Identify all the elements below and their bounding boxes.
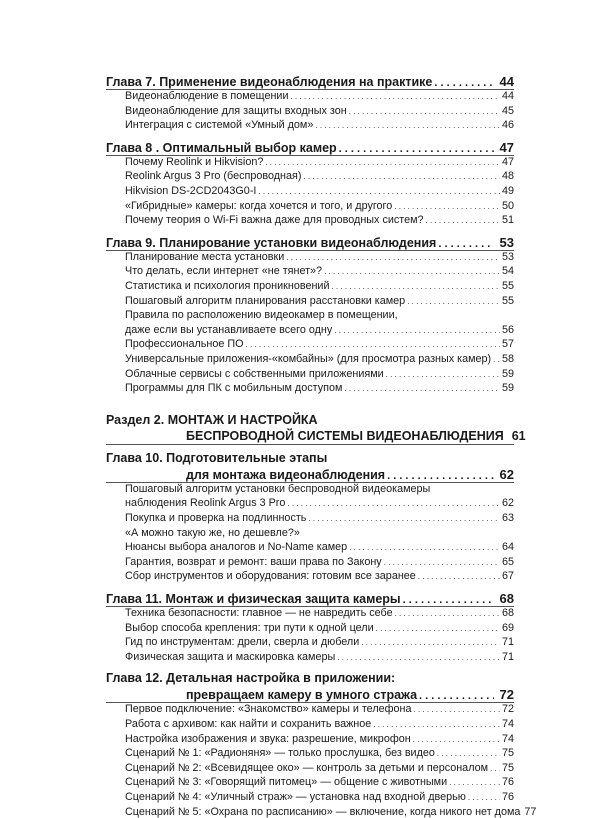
toc-entry bbox=[125, 382, 514, 394]
toc-entry bbox=[125, 90, 514, 102]
chapter-10-heading bbox=[186, 467, 514, 482]
toc-entry bbox=[125, 776, 514, 788]
toc-entry bbox=[125, 280, 514, 292]
entry-label: даже если вы устанавливаете всего одну bbox=[125, 323, 333, 336]
leader-dots bbox=[394, 202, 500, 211]
entry-label: Hikvision DS-2CD2043G0-I bbox=[125, 185, 257, 197]
toc-entry bbox=[125, 368, 514, 380]
entry-page: 71 bbox=[501, 636, 514, 649]
toc-entry bbox=[125, 214, 514, 226]
entry-label: Пошаговый алгоритм установки беспроводной видеокамеры bbox=[125, 482, 431, 495]
leader-dots bbox=[349, 543, 500, 552]
entry-label: Универсальные приложения-«комбайны» (для просмотра разных камер) bbox=[125, 353, 492, 365]
entry-label: Техника безопасности: главное — не навредить себе bbox=[125, 607, 393, 619]
entry-page: 51 bbox=[501, 214, 514, 227]
leader-dots bbox=[418, 572, 500, 581]
leader-dots bbox=[493, 355, 500, 364]
entry-label: Правила по расположению видеокамер в помещении, bbox=[125, 309, 398, 322]
leader-dots bbox=[403, 594, 494, 606]
entry-label: Планирование места установки bbox=[125, 250, 285, 263]
chapter-10-heading-line1 bbox=[106, 451, 514, 465]
chapter-title: Глава 7. Применение видеонаблюдения на практике bbox=[106, 75, 433, 89]
entry-page: 75 bbox=[501, 761, 514, 774]
entry-label: Сбор инструментов и оборудования: готовим все заранее bbox=[125, 570, 416, 583]
leader-dots bbox=[413, 735, 500, 744]
toc-entry bbox=[125, 570, 514, 582]
entry-page: 57 bbox=[501, 338, 514, 351]
toc-entry bbox=[125, 265, 514, 277]
leader-dots bbox=[308, 514, 500, 523]
leader-dots bbox=[434, 77, 493, 89]
leader-dots bbox=[490, 764, 500, 773]
entry-label: Программы для ПК с мобильным доступом bbox=[125, 382, 343, 395]
chapter-title: Глава 10. Подготовительные этапы bbox=[106, 450, 328, 465]
entry-page: 75 bbox=[501, 747, 514, 760]
entry-label: Видеонаблюдение в помещении bbox=[125, 90, 289, 102]
toc-entry bbox=[125, 497, 514, 509]
entry-page: 55 bbox=[501, 294, 514, 307]
entry-page: 76 bbox=[501, 776, 514, 789]
leader-dots bbox=[331, 282, 500, 291]
toc-entry bbox=[125, 747, 514, 759]
entry-page: 59 bbox=[501, 382, 514, 395]
chapter-title: Глава 9. Планирование установки видеонаблюдения bbox=[106, 235, 437, 250]
toc-entry bbox=[125, 170, 514, 182]
page-number: 62 bbox=[499, 466, 514, 482]
leader-dots bbox=[414, 705, 500, 714]
leader-dots bbox=[426, 216, 500, 225]
leader-dots bbox=[419, 690, 494, 702]
entry-label: Профессиональное ПО bbox=[125, 338, 244, 351]
entry-label: Что делать, если интернет «не тянет»? bbox=[125, 265, 323, 278]
leader-dots bbox=[361, 638, 500, 647]
entry-page: 54 bbox=[501, 265, 514, 278]
entry-label: Статистика и психология проникновений bbox=[125, 280, 330, 292]
leader-dots bbox=[376, 624, 500, 633]
leader-dots bbox=[334, 326, 500, 335]
entry-page: 76 bbox=[501, 791, 514, 803]
entry-page: 56 bbox=[501, 323, 514, 336]
entry-label: Покупка и проверка на подлинность bbox=[125, 512, 307, 524]
entry-page: 44 bbox=[501, 90, 514, 102]
chapter-title: Глава 11. Монтаж и физическая защита камеры bbox=[106, 592, 401, 606]
entry-label: «Гибридные» камеры: когда хочется и того, и другого bbox=[125, 199, 393, 212]
section-title: Раздел 2. МОНТАЖ И НАСТРОЙКА bbox=[106, 412, 318, 427]
chapter-7-heading bbox=[106, 74, 514, 89]
entry-label: наблюдения Reolink Argus 3 Pro bbox=[125, 497, 286, 510]
leader-dots bbox=[290, 92, 500, 101]
leader-dots bbox=[286, 253, 500, 262]
entry-label: Гид по инструментам: дрели, сверла и дюбели bbox=[125, 636, 360, 649]
leader-dots bbox=[303, 172, 500, 181]
toc-entry-line bbox=[125, 527, 514, 539]
entry-page: 72 bbox=[501, 703, 514, 716]
toc-entry bbox=[125, 622, 514, 634]
leader-dots bbox=[265, 158, 500, 167]
entry-page: 59 bbox=[501, 367, 514, 380]
entry-label: Настройка изображения и звука: разрешение, микрофон bbox=[125, 732, 411, 745]
entry-page: 48 bbox=[501, 170, 514, 183]
toc-entry bbox=[125, 119, 514, 131]
leader-dots bbox=[387, 470, 493, 482]
toc-entry bbox=[125, 556, 514, 568]
entry-label: Видеонаблюдение для защиты входных зон bbox=[125, 104, 347, 117]
toc-entry bbox=[125, 703, 514, 715]
toc-entry bbox=[125, 512, 514, 524]
entry-label: Первое подключение: «Знакомство» камеры и телефона bbox=[125, 703, 412, 716]
section-underline bbox=[106, 444, 514, 445]
leader-dots bbox=[395, 609, 500, 618]
toc-entry bbox=[125, 636, 514, 648]
chapter-title: Глава 12. Детальная настройка в приложении: bbox=[106, 671, 396, 686]
leader-dots bbox=[449, 778, 500, 787]
entry-page: 49 bbox=[501, 185, 514, 197]
chapter-11-heading bbox=[106, 591, 514, 606]
entry-page: 46 bbox=[501, 119, 514, 132]
entry-page: 68 bbox=[501, 607, 514, 619]
toc-entry-line bbox=[125, 309, 514, 321]
section-title: БЕСПРОВОДНОЙ СИСТЕМЫ ВИДЕОНАБЛЮДЕНИЯ bbox=[186, 428, 504, 443]
entry-page: 55 bbox=[501, 280, 514, 292]
leader-dots bbox=[315, 121, 500, 130]
toc-entry bbox=[125, 251, 514, 263]
page-number: 68 bbox=[499, 591, 514, 606]
toc-entry bbox=[125, 338, 514, 350]
chapter-title: для монтажа видеонаблюдения bbox=[186, 467, 386, 482]
entry-label: Сценарий № 3: «Говорящий питомец» — общение с животными bbox=[125, 776, 448, 789]
toc-entry bbox=[125, 200, 514, 212]
toc-entry bbox=[125, 105, 514, 117]
entry-label: Почему теория о Wi-Fi важна даже для проводных систем? bbox=[125, 214, 424, 227]
leader-dots bbox=[386, 370, 500, 379]
chapter-title: Глава 8 . Оптимальный выбор камер bbox=[106, 140, 337, 155]
entry-page: 74 bbox=[501, 718, 514, 730]
entry-label: Интеграция с системой «Умный дом» bbox=[125, 119, 314, 132]
entry-page: 50 bbox=[501, 199, 514, 212]
leader-dots bbox=[258, 187, 500, 196]
entry-label: Сценарий № 5: «Охрана по расписанию» — включение, когда никого нет дома bbox=[125, 805, 521, 818]
entry-label: Почему Reolink и Hikvision? bbox=[125, 155, 264, 168]
page-number: 53 bbox=[499, 234, 514, 250]
entry-page: 65 bbox=[501, 555, 514, 568]
toc-entry bbox=[125, 607, 514, 619]
leader-dots bbox=[384, 558, 500, 567]
entry-page: 69 bbox=[501, 621, 514, 634]
toc-entry bbox=[125, 324, 514, 336]
entry-page: 67 bbox=[501, 570, 514, 583]
toc-entry bbox=[125, 353, 514, 365]
toc-entry bbox=[125, 541, 514, 553]
toc-entry bbox=[125, 805, 537, 818]
entry-label: Облачные сервисы с собственными приложениями bbox=[125, 367, 384, 380]
toc-entry bbox=[125, 762, 514, 774]
leader-dots bbox=[468, 793, 500, 802]
entry-page: 53 bbox=[501, 250, 514, 263]
entry-page: 58 bbox=[501, 353, 514, 365]
entry-page: 45 bbox=[501, 104, 514, 117]
entry-page: 74 bbox=[501, 732, 514, 745]
entry-label: Reolink Argus 3 Pro (беспроводная) bbox=[125, 170, 302, 183]
entry-page: 77 bbox=[524, 805, 537, 818]
toc-entry bbox=[125, 791, 514, 803]
entry-page: 63 bbox=[501, 512, 514, 524]
toc-entry bbox=[125, 718, 514, 730]
leader-dots bbox=[437, 749, 500, 758]
entry-label: Нюансы выбора аналогов и No-Name камер bbox=[125, 541, 348, 554]
leader-dots bbox=[438, 238, 493, 250]
page-number: 44 bbox=[499, 74, 514, 89]
entry-label: Работа с архивом: как найти и сохранить важное bbox=[125, 718, 372, 730]
page-number: 61 bbox=[511, 428, 526, 443]
chapter-12-heading bbox=[186, 687, 514, 702]
leader-dots bbox=[246, 340, 500, 349]
section-2-heading bbox=[186, 428, 526, 443]
leader-dots bbox=[407, 297, 500, 306]
toc-entry bbox=[125, 651, 514, 663]
toc-entry bbox=[125, 733, 514, 745]
page-number: 47 bbox=[499, 139, 514, 155]
toc-entry bbox=[125, 156, 514, 168]
chapter-title: превращаем камеру в умного стража bbox=[186, 688, 418, 703]
leader-dots bbox=[324, 267, 500, 276]
leader-dots bbox=[349, 107, 500, 116]
entry-label: Сценарий № 2: «Всевидящее око» — контроль за детьми и персоналом bbox=[125, 761, 489, 774]
entry-page: 62 bbox=[501, 497, 514, 510]
toc-entry bbox=[125, 295, 514, 307]
entry-label: «А можно такую же, но дешевле?» bbox=[125, 526, 300, 539]
chapter-12-heading-line1 bbox=[106, 671, 514, 685]
entry-page: 64 bbox=[501, 541, 514, 554]
chapter-9-heading bbox=[106, 235, 514, 250]
leader-dots bbox=[339, 143, 494, 155]
leader-dots bbox=[373, 720, 500, 729]
page-number: 72 bbox=[499, 687, 514, 703]
leader-dots bbox=[337, 653, 500, 662]
entry-label: Физическая защита и маскировка камеры bbox=[125, 650, 336, 663]
leader-dots bbox=[287, 499, 500, 508]
section-2-heading-line1 bbox=[106, 413, 514, 427]
entry-label: Сценарий № 1: «Радионяня» — только прослушка, без видео bbox=[125, 747, 435, 760]
entry-label: Пошаговый алгоритм планирования расстановки камер bbox=[125, 294, 406, 307]
entry-label: Выбор способа крепления: три пути к одной цели bbox=[125, 621, 374, 634]
entry-page: 71 bbox=[501, 650, 514, 663]
entry-label: Сценарий № 4: «Уличный страж» — установка над входной дверью bbox=[125, 791, 466, 803]
entry-label: Гарантия, возврат и ремонт: ваши права по Закону bbox=[125, 555, 382, 568]
leader-dots bbox=[344, 384, 500, 393]
chapter-8-heading bbox=[106, 140, 514, 155]
toc-entry bbox=[125, 185, 514, 197]
toc-entry-line bbox=[125, 483, 514, 495]
entry-page: 47 bbox=[501, 155, 514, 168]
